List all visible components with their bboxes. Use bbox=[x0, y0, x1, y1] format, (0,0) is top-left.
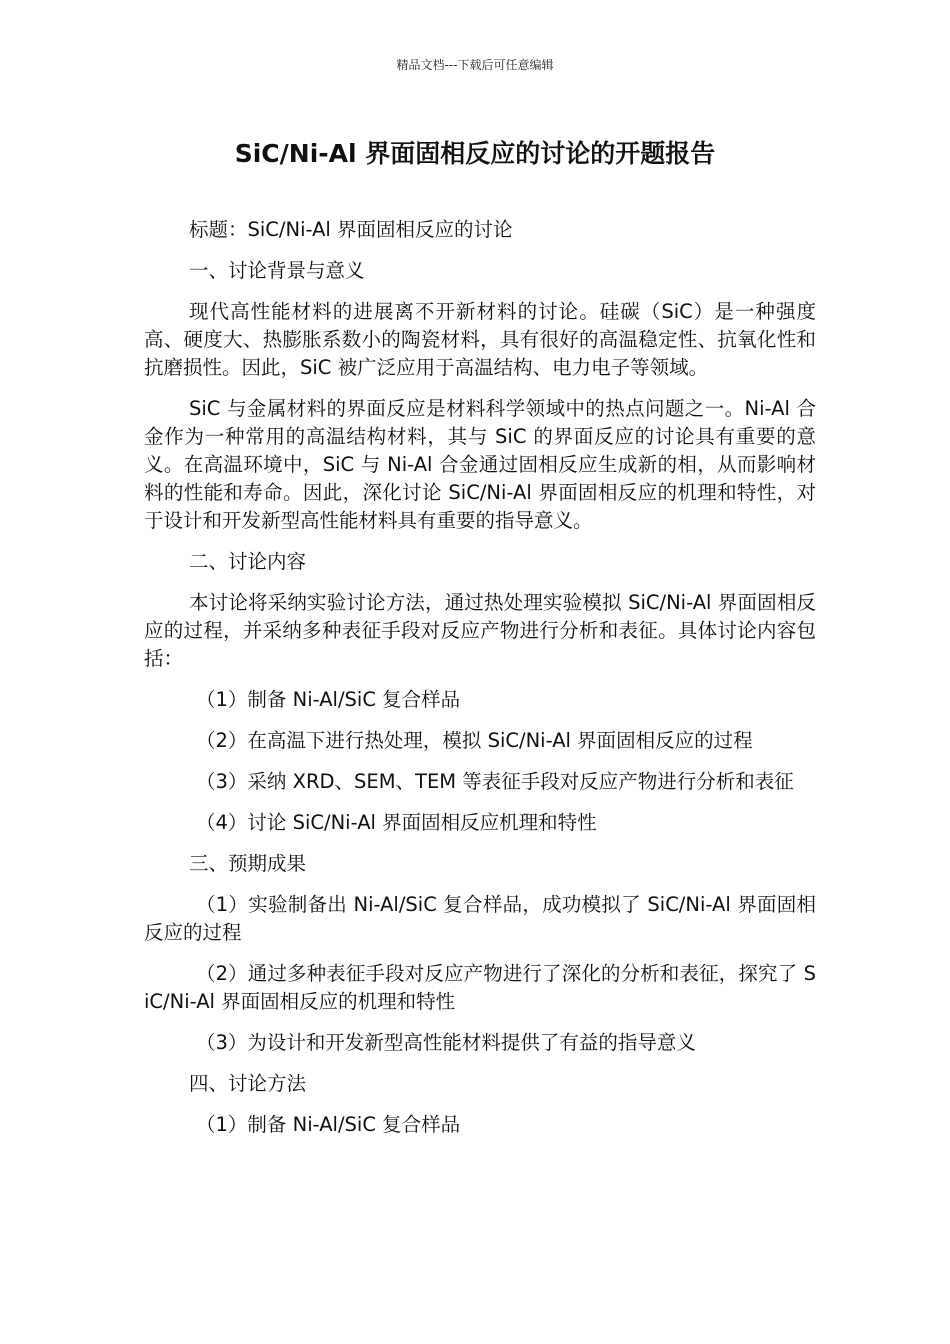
list-item: （2）通过多种表征手段对反应产物进行了深化的分析和表征，探究了 SiC/Ni-Al 界面固相反应的机理和特性 bbox=[144, 962, 816, 1013]
list-item: （3）为设计和开发新型高性能材料提供了有益的指导意义 bbox=[196, 1031, 696, 1054]
section-heading-content: 二、讨论内容 bbox=[189, 550, 307, 573]
list-item: （2）在高温下进行热处理，模拟 SiC/Ni-Al 界面固相反应的过程 bbox=[196, 729, 753, 752]
list-item: （1）制备 Ni-Al/SiC 复合样品 bbox=[196, 688, 461, 711]
list-item: （4）讨论 SiC/Ni-Al 界面固相反应机理和特性 bbox=[196, 811, 597, 834]
list-item: （1）制备 Ni-Al/SiC 复合样品 bbox=[196, 1113, 461, 1136]
paragraph-content-intro: 本讨论将采纳实验讨论方法，通过热处理实验模拟 SiC/Ni-Al 界面固相反应的过程，并采纳多种表征手段对反应产物进行分析和表征。具体讨论内容包括： bbox=[144, 591, 816, 670]
list-item: （3）采纳 XRD、SEM、TEM 等表征手段对反应产物进行分析和表征 bbox=[196, 770, 794, 793]
list-item: （1）实验制备出 Ni-Al/SiC 复合样品，成功模拟了 SiC/Ni-Al 界面固相反应的过程 bbox=[144, 893, 816, 944]
document-title: SiC/Ni-Al 界面固相反应的讨论的开题报告 bbox=[234, 139, 716, 168]
section-heading-results: 三、预期成果 bbox=[189, 852, 307, 875]
paragraph-background-1: 现代高性能材料的进展离不开新材料的讨论。硅碳（SiC）是一种强度高、硬度大、热膨胀系数小的陶瓷材料，具有很好的高温稳定性、抗氧化性和抗磨损性。因此，SiC 被广泛应用于高温结构、电力电子等领域。 bbox=[144, 300, 816, 379]
section-heading-background: 一、讨论背景与意义 bbox=[189, 259, 365, 282]
document-body bbox=[144, 216, 816, 1152]
page-header: 精品文档---下载后可任意编辑 bbox=[396, 58, 554, 72]
section-heading-methods: 四、讨论方法 bbox=[189, 1072, 307, 1095]
subject-line: 标题：SiC/Ni-Al 界面固相反应的讨论 bbox=[189, 218, 513, 241]
paragraph-background-2: SiC 与金属材料的界面反应是材料科学领域中的热点问题之一。Ni-Al 合金作为一种常用的高温结构材料，其与 SiC 的界面反应的讨论具有重要的意义。在高温环境中，SiC 与 Ni-Al 合金通过固相反应生成新的相，从而影响材料的性能和寿命。因此，深化讨论 SiC/Ni-Al 界面固相反应的机理和特性，对于设计和开发新型高性能材料具有重要的指导意义。 bbox=[144, 397, 816, 532]
